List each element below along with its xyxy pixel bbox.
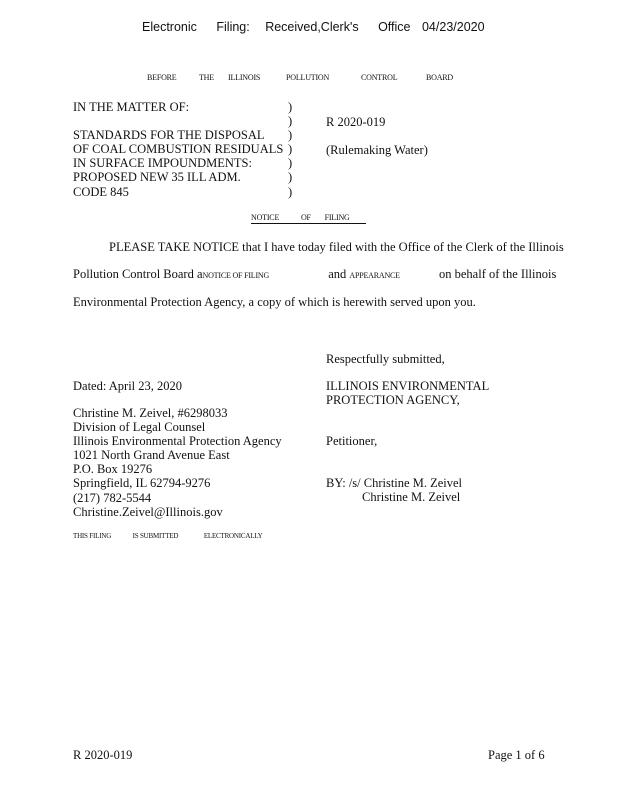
board-word-pollution: POLLUTION [286, 73, 330, 82]
body-line-2 [73, 267, 556, 281]
attorney-line: Division of Legal Counsel [73, 420, 206, 435]
caption-line: PROPOSED NEW 35 ILL ADM. [73, 170, 241, 185]
attorney-line: (217) 782-5544 [73, 490, 152, 505]
note-word-1: THIS FILING [73, 532, 112, 540]
attorney-email: Christine.Zeivel@Illinois.gov [73, 504, 223, 519]
attorney-line: Christine M. Zeivel, #6298033 [73, 406, 228, 420]
body-notice-of-filing: NOTICE OF FILING [202, 271, 270, 280]
paren: ) [288, 114, 293, 129]
caption-line: IN THE MATTER OF: [73, 100, 190, 114]
body-line-2-text-and: and [328, 267, 347, 281]
body-line-3: Environmental Protection Agency, a copy of which is herewith served upon you. [73, 295, 476, 309]
attorney-line: Illinois Environmental Protection Agency [73, 434, 282, 449]
petitioner-role: Petitioner, [326, 434, 378, 448]
caption-parentheses [288, 100, 292, 199]
electronic-filing-note [73, 533, 263, 541]
note-word-3: ELECTRONICALLY [203, 532, 263, 540]
caption-line: OF COAL COMBUSTION RESIDUALS [73, 142, 284, 157]
dated-line: Dated: April 23, 2020 [73, 379, 183, 393]
footer-case-number: R 2020-019 [73, 748, 133, 762]
caption-line: STANDARDS FOR THE DISPOSAL [73, 128, 265, 143]
stamp-word-electronic: Electronic [142, 20, 197, 34]
stamp-word-office: Office [378, 20, 411, 34]
notice-title-underline [251, 213, 366, 224]
by-line: BY: /s/ Christine M. Zeivel [326, 476, 462, 490]
paren: ) [288, 156, 293, 171]
board-word-before: BEFORE [147, 73, 177, 82]
caption-matter [73, 100, 283, 199]
body-appearance: APPEARANCE [349, 271, 400, 280]
attorney-line: Springfield, IL 62794-9276 [73, 476, 211, 491]
stamp-date: 04/23/2020 [421, 20, 485, 34]
body-line-1: PLEASE TAKE NOTICE that I have today filed with the Office of the Clerk of the Illinois [109, 240, 564, 254]
paren: ) [288, 184, 293, 199]
board-word-the: THE [199, 73, 214, 82]
case-number: R 2020-019 [326, 115, 386, 129]
caption-line [73, 114, 283, 128]
stamp-word-received: Received,Clerk's [265, 20, 359, 34]
paren: ) [288, 128, 293, 143]
footer-page-number: Page 1 of 6 [488, 748, 545, 762]
signer-name: Christine M. Zeivel [362, 490, 461, 504]
paren: ) [288, 100, 293, 114]
board-word-illinois: ILLINOIS [228, 73, 261, 82]
board-word-board: BOARD [426, 73, 454, 82]
stamp-word-filing: Filing: [216, 20, 250, 34]
agency-line-1: ILLINOIS ENVIRONMENTAL [326, 379, 490, 393]
closing: Respectfully submitted, [326, 352, 445, 366]
attorney-block [73, 406, 282, 519]
notice-word-notice: NOTICE [251, 213, 280, 222]
notice-word-of: OF [300, 213, 311, 222]
case-type: (Rulemaking Water) [326, 143, 428, 157]
notice-word-filing: FILING [324, 213, 350, 222]
notice-title [251, 214, 366, 223]
board-word-control: CONTROL [361, 73, 398, 82]
body-line-2-text-a: Pollution Control Board a [73, 267, 203, 281]
note-word-2: IS SUBMITTED [132, 532, 179, 540]
paren: ) [288, 170, 293, 185]
agency-line-2: PROTECTION AGENCY, [326, 393, 460, 407]
filing-stamp [142, 20, 485, 34]
body-line-2-text-e: on behalf of the Illinois [439, 267, 557, 281]
attorney-line: 1021 North Grand Avenue East [73, 448, 230, 463]
caption-line: IN SURFACE IMPOUNDMENTS: [73, 156, 252, 171]
caption-line: CODE 845 [73, 184, 129, 199]
paren: ) [288, 142, 293, 157]
attorney-line: P.O. Box 19276 [73, 462, 153, 477]
